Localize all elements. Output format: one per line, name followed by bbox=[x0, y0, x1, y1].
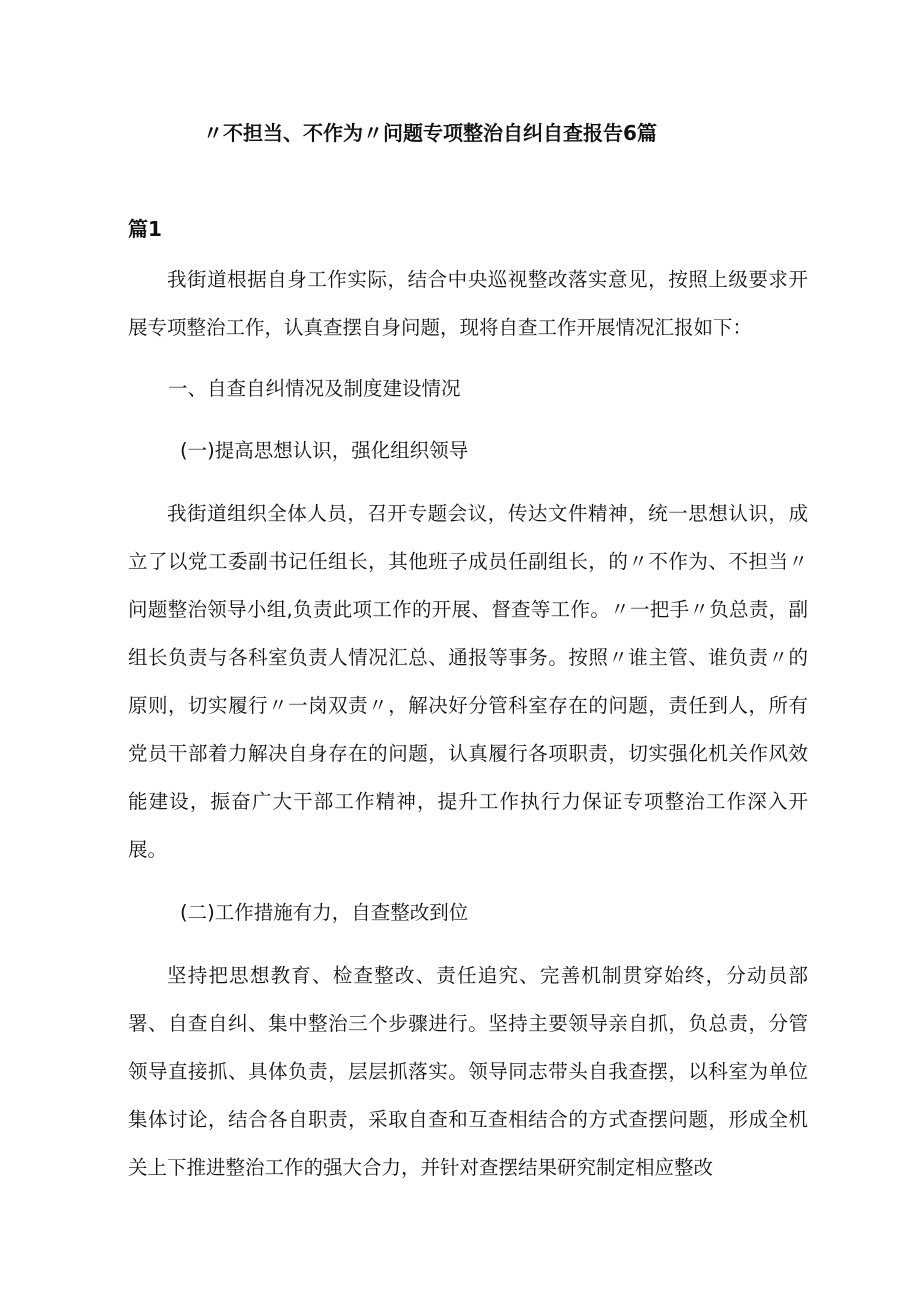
subheading-1: (一)提高思想认识，强化组织领导 bbox=[180, 439, 469, 462]
subheading-2: (二)工作措施有力，自查整改到位 bbox=[180, 901, 469, 924]
document-title: 〃不担当、不作为〃问题专项整治自纠自查报告6篇 bbox=[203, 121, 657, 145]
intro-paragraph: 我街道根据自身工作实际，结合中央巡视整改落实意见，按照上级要求开展专项整治工作，认真查摆自身问题，现将自查工作开展情况汇报如下： bbox=[128, 268, 808, 339]
paragraph-1: 我街道组织全体人员，召开专题会议，传达文件精神，统一思想认识，成立了以党工委副书记任组长，其他班子成员任副组长，的〃不作为、不担当〃问题整治领导小组,负责此项工作的开展、督查等工作。〃一把手〃负总责，副组长负责与各科室负责人情况汇总、通报等事务。按照〃谁主管、谁负责〃的原则，切实履行〃一岗双责〃，解决好分管科室存在的问题，责任到人，所有党员干部着力解决自身存在的问题，认真履行各项职责，切实强化机关作风效能建设，振奋广大干部工作精神，提升工作执行力保证专项整治工作深入开展。 bbox=[128, 502, 808, 861]
paragraph-2: 坚持把思想教育、检查整改、责任追究、完善机制贯穿始终，分动员部署、自查自纠、集中整治三个步骤进行。坚持主要领导亲自抓，负总责，分管领导直接抓、具体负责，层层抓落实。领导同志带头自我查摆，以科室为单位集体讨论，结合各自职责，采取自查和互查相结合的方式查摆问题，形成全机关上下推进整治工作的强大合力，并针对查摆结果研究制定相应整改 bbox=[128, 964, 808, 1179]
heading-1: 一、自查自纠情况及制度建设情况 bbox=[168, 377, 461, 400]
section-label: 篇1 bbox=[128, 217, 162, 241]
